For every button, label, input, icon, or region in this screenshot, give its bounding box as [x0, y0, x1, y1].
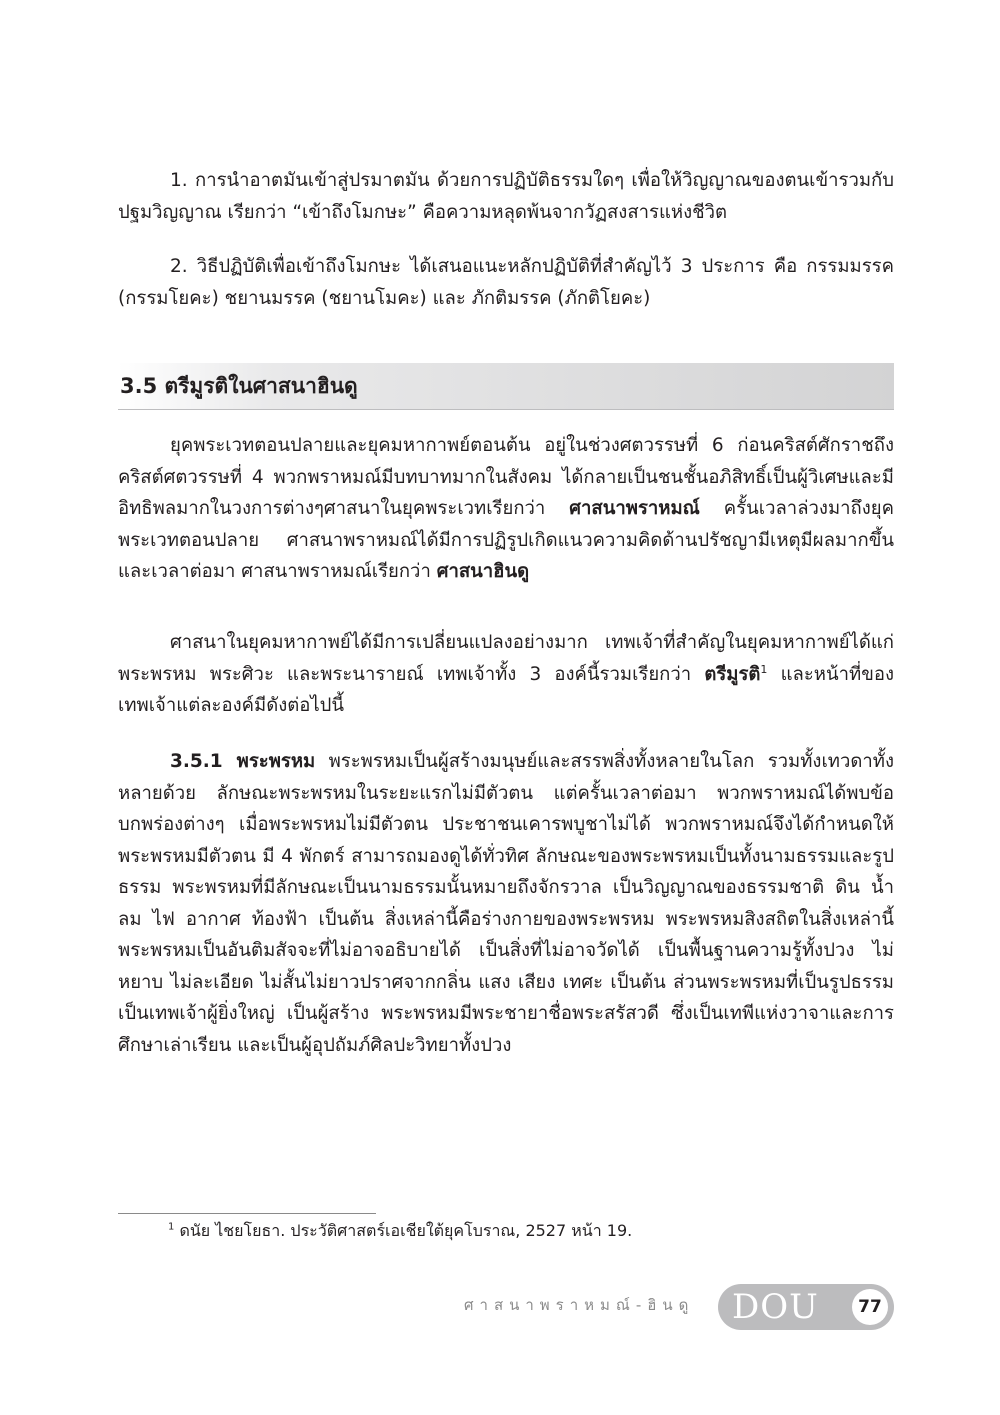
body-paragraph-2-text-a: ศาสนาในยุคมหากาพย์ได้มีการเปลี่ยนแปลงอย่างมาก เทพเจ้าที่สำคัญในยุคมหากาพย์ได้แก่ พระพรหม พระศิวะ และพระนารายณ์ เทพเจ้าทั้ง 3 องค์นี้รวมเรียกว่า	[118, 632, 894, 685]
page-number: 77	[852, 1289, 888, 1325]
footnote-reference: 1	[760, 662, 768, 676]
body-paragraph-1-text-b: ครั้นเวลาล่วงมาถึงยุคพระเวทตอนปลาย ศาสนาพราหมณ์ได้มีการปฏิรูปเกิดแนวความคิดด้านปรัชญามีเหตุมีผลมากขึ้น และเวลาต่อมา ศาสนาพราหมณ์เรียกว่า	[118, 498, 894, 582]
footnote-text: ดนัย ไชยโยธา. ประวัติศาสตร์เอเชียใต้ยุคโบราณ, 2527 หน้า 19.	[174, 1221, 633, 1240]
body-paragraph-1	[118, 430, 894, 588]
running-footer-title: ศาสนาพราหมณ์-ฮินดู	[464, 1296, 695, 1314]
footnote	[168, 1218, 632, 1244]
body-paragraph-1-text-a: ยุคพระเวทตอนปลายและยุคมหากาพย์ตอนต้น อยู่ในช่วงศตวรรษที่ 6 ก่อนคริสต์ศักราชถึงคริสต์ศตวรรษที่ 4 พวกพราหมณ์มีบทบาทมากในสังคม ได้กลายเป็นชนชั้นอภิสิทธิ์เป็นผู้วิเศษและมีอิทธิพลมากในวงการต่างๆศาสนาในยุคพระเวทเรียกว่า	[118, 435, 894, 519]
term-trimurti: ตรีมูรติ	[704, 663, 761, 685]
intro-paragraph-2: 2. วิธีปฏิบัติเพื่อเข้าถึงโมกษะ ได้เสนอแนะหลักปฏิบัติที่สำคัญไว้ 3 ประการ คือ กรรมมรรค (กรรมโยคะ) ชยานมรรค (ชยานโมคะ) และ ภักติมรรค (ภักติโยคะ)	[118, 256, 894, 309]
subsection-brahma-text: พระพรหมเป็นผู้สร้างมนุษย์และสรรพสิ่งทั้งหลายในโลก รวมทั้งเทวดาทั้งหลายด้วย ลักษณะพระพรหมในระยะแรกไม่มีตัวตน แต่ครั้นเวลาต่อมา พวกพราหมณ์ได้พบข้อบกพร่องต่างๆ เมื่อพระพรหมไม่มีตัวตน ประชาชนเคารพบูชาไม่ได้ พวกพราหมณ์จึงได้กำหนดให้พระพรหมมีตัวตน มี 4 พักตร์ สามารถมองดูได้ทั่วทิศ ลักษณะของพระพรหมเป็นทั้งนามธรรมและรูปธรรม พระพรหมที่มีลักษณะเป็นนามธรรมนั้นหมายถึงจักรวาล เป็นวิญญาณของธรรมชาติ ดิน น้ำ ลม ไฟ อากาศ ท้องฟ้า เป็นต้น สิ่งเหล่านี้คือร่างกายของพระพรหม พระพรหมสิงสถิตในสิ่งเหล่านี้ พระพรหมเป็นอันติมสัจจะที่ไม่อาจอธิบายได้ เป็นสิ่งที่ไม่อาจวัดได้ เป็นพื้นฐานความรู้ทั้งปวง ไม่หยาบ ไม่ละเอียด ไม่สั้นไม่ยาวปราศจากกลิ่น แสง เสียง เทศะ เป็นต้น ส่วนพระพรหมที่เป็นรูปธรรมเป็นเทพเจ้าผู้ยิ่งใหญ่ เป็นผู้สร้าง พระพรหมมีพระชายาชื่อพระสรัสวดี ซึ่งเป็นเทพีแห่งวาจาและการศึกษาเล่าเรียน และเป็นผู้อุปถัมภ์ศิลปะวิทยาทั้งปวง	[118, 751, 894, 1056]
subsection-heading-brahma: 3.5.1 พระพรหม	[170, 751, 316, 772]
dou-logo: DOU	[732, 1287, 819, 1327]
section-heading-band	[118, 363, 894, 410]
publisher-badge	[718, 1284, 894, 1330]
section-heading: 3.5 ตรีมูรติในศาสนาฮินดู	[120, 374, 358, 398]
footnote-divider	[118, 1213, 376, 1214]
footnote-mark: 1	[168, 1221, 175, 1233]
body-paragraph-2	[118, 627, 894, 722]
subsection-brahma-paragraph	[118, 746, 894, 1061]
intro-paragraph-1: 1. การนำอาตมันเข้าสู่ปรมาตมัน ด้วยการปฏิบัติธรรมใดๆ เพื่อให้วิญญาณของตนเข้ารวมกับปฐมวิญญาณ เรียกว่า “เข้าถึงโมกษะ” คือความหลุดพ้นจากวัฏสงสารแห่งชีวิต	[118, 170, 894, 223]
term-hinduism: ศาสนาฮินดู	[436, 561, 530, 582]
term-brahmanism: ศาสนาพราหมณ์	[569, 498, 700, 519]
body-paragraph-2-text-b: และหน้าที่ของเทพเจ้าแต่ละองค์มีดังต่อไปนี้	[118, 663, 894, 716]
